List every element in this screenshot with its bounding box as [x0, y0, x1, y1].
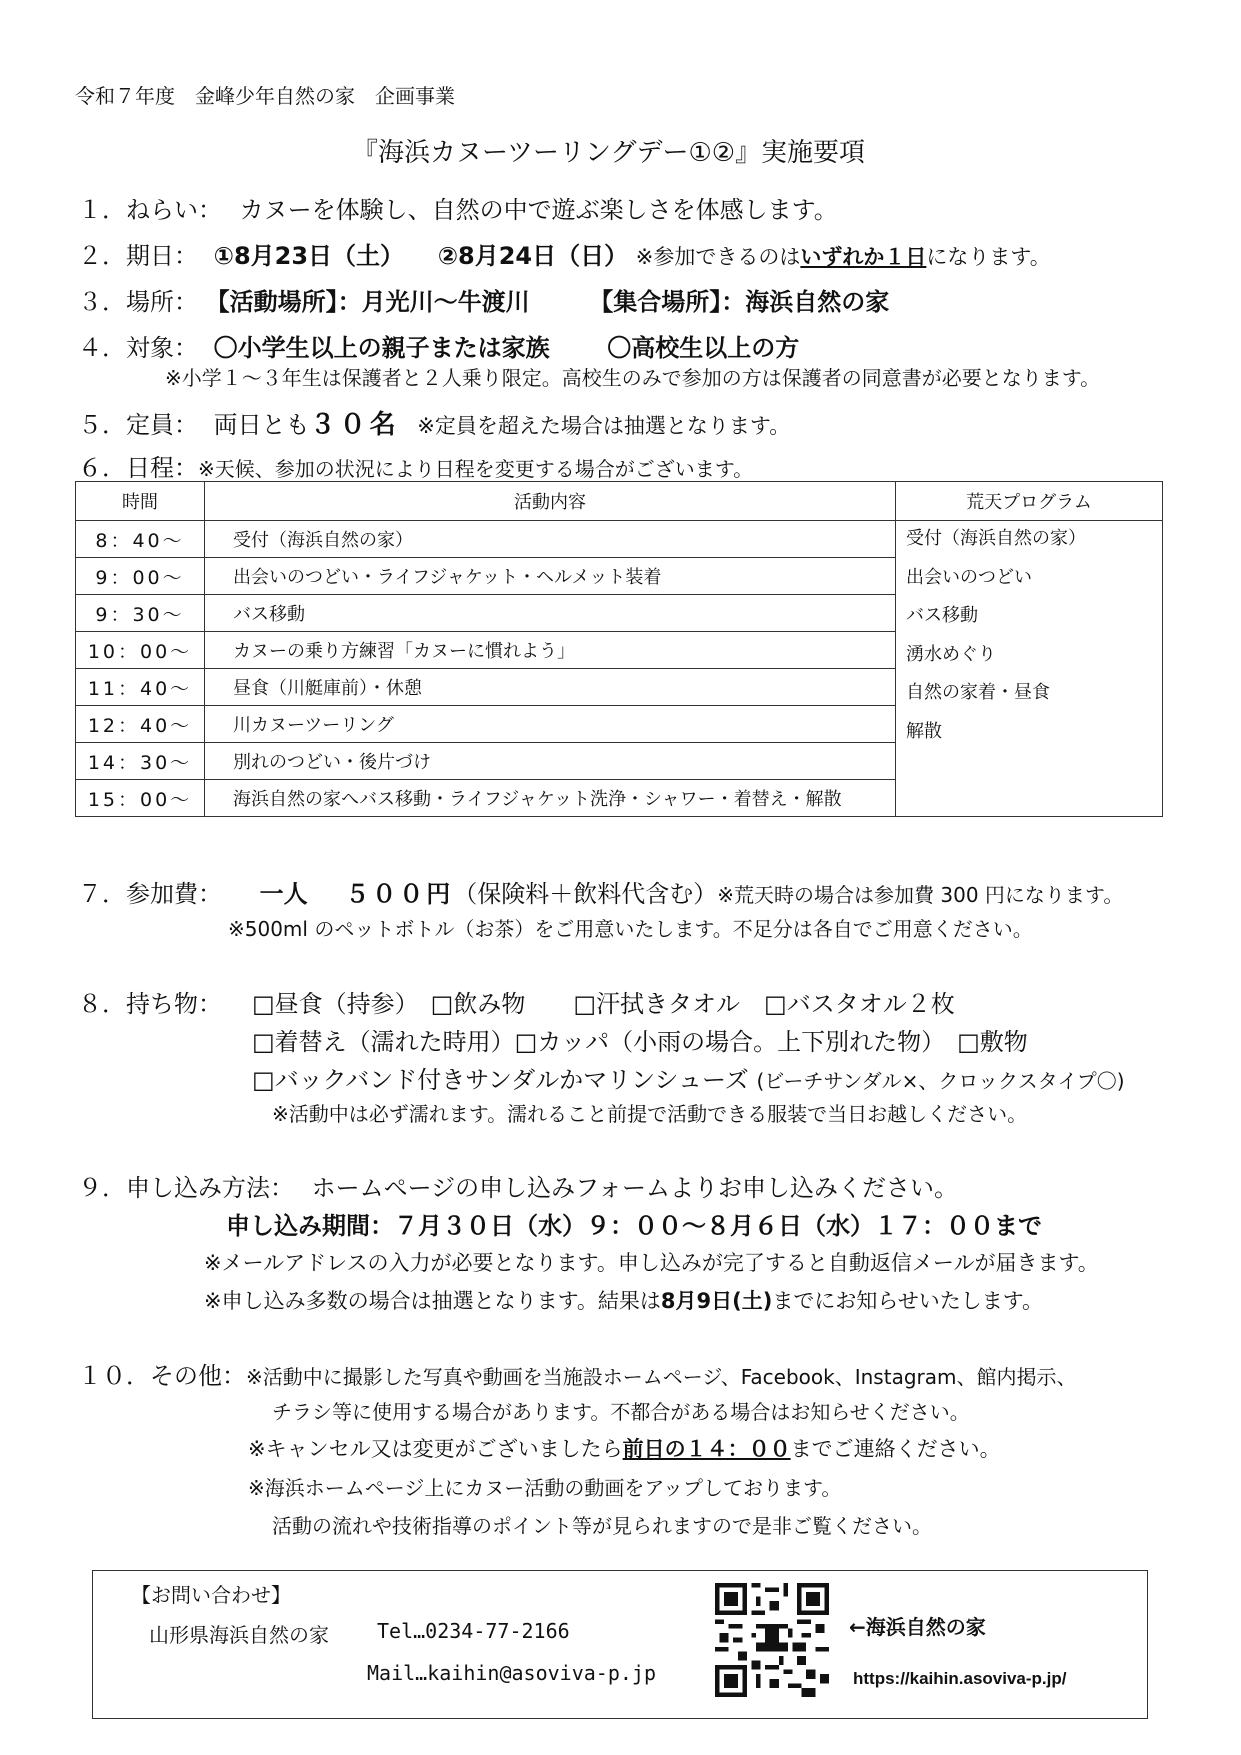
- fee-amount: ５００円: [345, 880, 454, 908]
- rain-program-cell: [896, 521, 1163, 817]
- target-note: ※小学１～３年生は保護者と２人乗り限定。高校生のみで参加の方は保護者の同意書が必要となります。: [165, 366, 1101, 390]
- date-1: ①8月23日（土）: [213, 242, 405, 270]
- target-b: 〇高校生以上の方: [607, 334, 800, 362]
- contact-title: 【お問い合わせ】: [131, 1583, 291, 1607]
- activity-cell: 昼食（川艇庫前）・休憩: [205, 669, 896, 706]
- rain-item: 解散: [906, 720, 942, 742]
- section-label: ２．期日：: [78, 242, 198, 270]
- apply-note-2: ※申し込み多数の場合は抽選となります。結果は8月9日(土)までにお知らせいたします。: [204, 1289, 1044, 1313]
- capacity-note: ※定員を超えた場合は抽選となります。: [417, 414, 791, 438]
- rain-item: 湧水めぐり: [906, 643, 996, 665]
- apply-note-1: ※メールアドレスの入力が必要となります。申し込みが完了すると自動返信メールが届きます。: [204, 1251, 1099, 1275]
- contact-org: 山形県海浜自然の家: [149, 1623, 329, 1647]
- page-title: 『海浜カヌーツーリングデー①②』実施要項: [352, 138, 866, 168]
- fee-rain-note: ※荒天時の場合は参加費 300 円になります。: [717, 883, 1124, 907]
- section-label: ７．参加費：: [78, 880, 222, 908]
- section-label: ５．定員：: [78, 411, 198, 439]
- activity-cell: 受付（海浜自然の家）: [205, 521, 896, 558]
- rain-item: 出会いのつどい: [906, 566, 1032, 588]
- section-label: ８．持ち物：: [78, 990, 222, 1018]
- qr-code[interactable]: [715, 1583, 829, 1697]
- date-note-emphasis: いずれか１日: [800, 245, 927, 269]
- section-apply: [78, 1168, 958, 1203]
- date-2: ②8月24日（日）: [437, 242, 629, 270]
- activity-cell: 出会いのつどい・ライフジャケット・ヘルメット装着: [205, 558, 896, 595]
- time-cell: 9：30～: [76, 595, 205, 632]
- activity-cell: 別れのつどい・後片づけ: [205, 743, 896, 780]
- time-cell: 9：00～: [76, 558, 205, 595]
- section-label: ９．申し込み方法：: [78, 1174, 294, 1202]
- fee-per: 一人: [259, 880, 308, 908]
- col-header-time: 時間: [76, 482, 205, 521]
- activity-cell: カヌーの乗り方練習「カヌーに慣れよう」: [205, 632, 896, 669]
- aim-text: カヌーを体験し、自然の中で遊ぶ楽しさを体感します。: [239, 196, 838, 224]
- section-label: １．ねらい：: [78, 196, 222, 224]
- time-cell: 11：40～: [76, 669, 205, 706]
- capacity-a: 両日とも: [213, 411, 310, 439]
- schedule-table: [75, 481, 1163, 817]
- activity-cell: 川カヌーツーリング: [205, 706, 896, 743]
- col-header-activity: 活動内容: [205, 482, 896, 521]
- items-line-1: □昼食（持参） □飲み物 □汗拭きタオル □バスタオル２枚: [252, 990, 955, 1018]
- other-line-5: 活動の流れや技術指導のポイント等が見られますので是非ご覧ください。: [272, 1514, 932, 1538]
- section-target: [78, 328, 799, 363]
- activity-place: 【活動場所】：月光川～牛渡川: [205, 288, 530, 316]
- rain-item: バス移動: [906, 605, 978, 627]
- items-shoes-note: (ビーチサンダル×、クロックスタイプ〇): [756, 1069, 1125, 1093]
- header-line: 令和７年度 金峰少年自然の家 企画事業: [75, 84, 455, 108]
- section-other: [78, 1356, 1076, 1391]
- deadline: 前日の１４：００: [622, 1437, 791, 1461]
- time-cell: 8：40～: [76, 521, 205, 558]
- result-date: 8月9日(土): [660, 1289, 773, 1313]
- time-cell: 14：30～: [76, 743, 205, 780]
- table-row: [76, 521, 1163, 558]
- fee-includes: （保険料＋飲料代含む）: [453, 880, 718, 908]
- section-schedule: [78, 448, 753, 483]
- time-cell: 12：40～: [76, 706, 205, 743]
- col-header-rain: 荒天プログラム: [896, 482, 1163, 521]
- rain-item: 自然の家着・昼食: [906, 682, 1050, 704]
- contact-tel: Tel…0234-77-2166: [377, 1619, 570, 1643]
- section-label: ４．対象：: [78, 334, 198, 362]
- other-line-1: ※活動中に撮影した写真や動画を当施設ホームページ、Facebook、Instagram、館内掲示、: [246, 1365, 1077, 1389]
- schedule-note: ※天候、参加の状況により日程を変更する場合がございます。: [198, 457, 754, 481]
- section-capacity: [78, 404, 790, 441]
- other-line-3: ※キャンセル又は変更がございましたら前日の１４：００までご連絡ください。: [248, 1437, 1001, 1461]
- items-line-3: [252, 1060, 1125, 1095]
- capacity-number: ３０名: [309, 410, 400, 440]
- meeting-place: 【集合場所】：海浜自然の家: [589, 288, 890, 316]
- contact-box: [92, 1570, 1148, 1719]
- other-line-4: ※海浜ホームページ上にカヌー活動の動画をアップしております。: [248, 1476, 842, 1500]
- time-cell: 15：00～: [76, 780, 205, 817]
- time-cell: 10：00～: [76, 632, 205, 669]
- apply-text: ホームページの申し込みフォームよりお申し込みください。: [311, 1174, 958, 1202]
- items-note: ※活動中は必ず濡れます。濡れること前提で活動できる服装で当日お越しください。: [272, 1102, 1028, 1126]
- section-items: [78, 984, 222, 1019]
- date-note: ※参加できるのはいずれか１日になります。: [635, 245, 1051, 269]
- section-aim: [78, 190, 838, 225]
- target-a: 〇小学生以上の親子または家族: [213, 334, 550, 362]
- qr-caption: ←海浜自然の家: [849, 1615, 986, 1639]
- section-fee: [78, 874, 1123, 909]
- section-place: [78, 282, 889, 317]
- rain-item: 受付（海浜自然の家）: [906, 528, 1086, 549]
- section-label: ６．日程：: [78, 454, 198, 482]
- schedule-header-row: [76, 482, 1163, 521]
- section-label: ３．場所：: [78, 288, 198, 316]
- website-url[interactable]: https://kaihin.asoviva-p.jp/: [853, 1669, 1067, 1688]
- section-label: １０．その他：: [78, 1362, 246, 1390]
- section-date: [78, 236, 1051, 271]
- activity-cell: 海浜自然の家へバス移動・ライフジャケット洗浄・シャワー・着替え・解散: [205, 780, 896, 817]
- activity-cell: バス移動: [205, 595, 896, 632]
- items-shoes: □バックバンド付きサンダルかマリンシューズ: [252, 1066, 749, 1094]
- apply-period: 申し込み期間：７月３０日（水）９：００～８月６日（水）１７：００まで: [226, 1212, 1042, 1240]
- items-line-2: □着替え（濡れた時用）□カッパ（小雨の場合。上下別れた物） □敷物: [252, 1028, 1028, 1056]
- other-line-2: チラシ等に使用する場合があります。不都合がある場合はお知らせください。: [272, 1400, 970, 1424]
- contact-mail[interactable]: Mail…kaihin@asoviva-p.jp: [367, 1661, 656, 1685]
- fee-note: ※500ml のペットボトル（お茶）をご用意いたします。不足分は各自でご用意ください。: [228, 917, 1033, 941]
